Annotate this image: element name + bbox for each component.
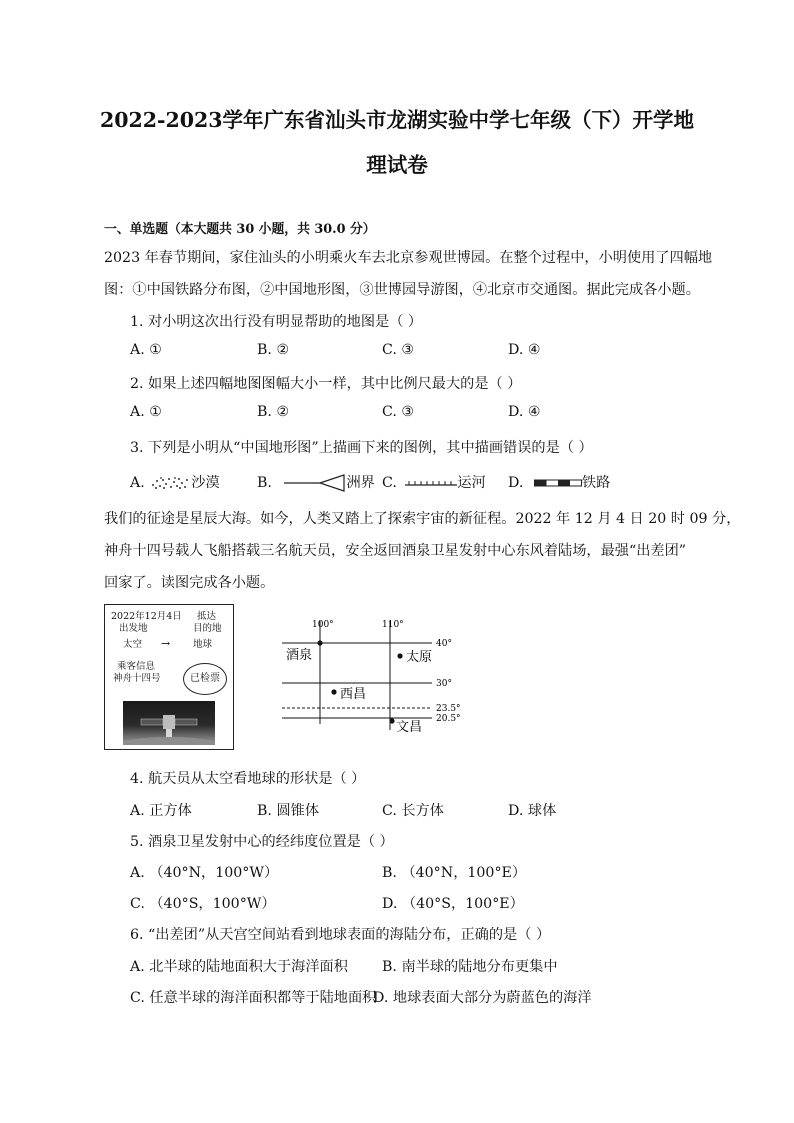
title-line-2: 理试卷 <box>366 153 428 177</box>
wenchang-dot <box>389 718 394 723</box>
taiyuan-dot <box>397 653 402 658</box>
q1-option-d[interactable]: D. ④ <box>508 342 541 358</box>
question-2-stem: 2. 如果上述四幅地图图幅大小一样，其中比例尺最大的是（ ） <box>130 376 522 392</box>
q3-option-b-letter: B. <box>257 475 272 491</box>
q3-option-c-letter: C. <box>382 475 397 491</box>
q1-option-c[interactable]: C. ③ <box>382 342 415 358</box>
q6-option-a[interactable]: A. 北半球的陆地面积大于海洋面积 <box>130 959 348 975</box>
q5-option-d[interactable]: D. （40°S，100°E） <box>382 896 524 912</box>
desert-symbol-icon <box>149 475 191 491</box>
q3-option-d-label: 铁路 <box>581 475 611 491</box>
lon-label-100: 100° <box>312 620 334 630</box>
lat-lon-grid-map <box>270 612 470 740</box>
q4-option-a[interactable]: A. 正方体 <box>130 803 192 819</box>
return-ticket-figure <box>104 604 234 750</box>
ticket-arrive-label-1: 抵达 <box>197 611 217 622</box>
ticket-from: 太空 <box>123 639 143 650</box>
place-taiyuan: 太原 <box>406 650 433 665</box>
lat-label-30: 30° <box>436 679 452 689</box>
q2-option-b[interactable]: B. ② <box>257 404 290 420</box>
xichang-dot <box>331 689 336 694</box>
ticket-passenger: 神舟十四号 <box>113 673 161 684</box>
q3-option-a-label: 沙漠 <box>191 475 220 491</box>
passage1-line-2: 图：①中国铁路分布图，②中国地形图，③世博园导游图，④北京市交通图。据此完成各小题。 <box>104 282 700 298</box>
lon-label-110: 110° <box>382 620 404 630</box>
q4-option-b[interactable]: B. 圆锥体 <box>257 803 320 819</box>
q1-option-b[interactable]: B. ② <box>257 342 290 358</box>
ticket-arrow: → <box>161 637 171 650</box>
passage2-line-3: 回家了。读图完成各小题。 <box>104 575 275 591</box>
place-wenchang: 文昌 <box>396 720 423 735</box>
ticket-arrive-label-2: 目的地 <box>193 623 222 634</box>
q3-option-c-label: 运河 <box>457 475 486 491</box>
q6-option-d[interactable]: D. 地球表面大部分为蔚蓝色的海洋 <box>373 990 592 1006</box>
q1-option-a[interactable]: A. ① <box>130 342 162 358</box>
passage2-line-1: 我们的征途是星辰大海。如今，人类又踏上了探索宇宙的新征程。2022 年 12 月 4 日 20 时 09 分， <box>104 511 741 527</box>
exam-title <box>90 98 704 188</box>
q3-option-d[interactable] <box>508 472 610 492</box>
jiuquan-dot <box>317 640 322 645</box>
question-6-stem: 6. “出差团”从天宫空间站看到地球表面的海陆分布，正确的是（ ） <box>130 927 551 943</box>
q2-option-a[interactable]: A. ① <box>130 404 162 420</box>
continent-boundary-symbol-icon <box>284 474 346 492</box>
question-5-stem: 5. 酒泉卫星发射中心的经纬度位置是（ ） <box>130 834 394 850</box>
title-line-1: 2022-2023学年广东省汕头市龙湖实验中学七年级（下）开学地 <box>99 108 695 132</box>
q5-option-c[interactable]: C. （40°S，100°W） <box>130 896 276 912</box>
q5-option-a[interactable]: A. （40°N，100°W） <box>130 865 279 881</box>
passage2-line-2: 神舟十四号载人飞船搭载三名航天员，安全返回酒泉卫星发射中心东风着陆场，最强“出差团” <box>104 543 687 559</box>
ticket-stamp-text: 已检票 <box>190 673 220 684</box>
lat-label-23-5: 23.5° <box>436 704 461 714</box>
space-station-photo <box>123 701 215 745</box>
place-xichang: 西昌 <box>340 687 367 702</box>
canal-symbol-icon <box>405 476 457 490</box>
ticket-date: 2022年12月4日 <box>111 611 182 622</box>
lat-label-20-5: 20.5° <box>436 714 461 724</box>
question-3-stem: 3. 下列是小明从“中国地形图”上描画下来的图例，其中描画错误的是（ ） <box>130 440 593 456</box>
ticket-depart-label: 出发地 <box>119 623 148 634</box>
ticket-passenger-label: 乘客信息 <box>117 661 156 672</box>
space-station-icon <box>123 701 215 745</box>
question-1-stem: 1. 对小明这次出行没有明显帮助的地图是（ ） <box>130 314 423 330</box>
q3-option-b-label: 洲界 <box>346 475 375 491</box>
q4-option-c[interactable]: C. 长方体 <box>382 803 444 819</box>
passage1-line-1: 2023 年春节期间，家住汕头的小明乘火车去北京参观世博园。在整个过程中，小明使用了四幅地 <box>104 250 713 266</box>
ticket-stamp <box>183 663 227 695</box>
q3-option-c[interactable] <box>382 472 486 492</box>
q3-option-a[interactable] <box>130 472 220 492</box>
q3-option-b[interactable] <box>257 472 375 492</box>
ticket-to: 地球 <box>193 639 213 650</box>
q3-option-d-letter: D. <box>508 475 524 491</box>
q6-option-b[interactable]: B. 南半球的陆地分布更集中 <box>382 959 558 975</box>
q4-option-d[interactable]: D. 球体 <box>508 803 557 819</box>
q2-option-c[interactable]: C. ③ <box>382 404 415 420</box>
question-4-stem: 4. 航天员从太空看地球的形状是（ ） <box>130 771 366 787</box>
railway-symbol-icon <box>534 477 582 489</box>
q2-option-d[interactable]: D. ④ <box>508 404 541 420</box>
lat-label-40: 40° <box>436 639 452 649</box>
section-heading: 一、单选题（本大题共 30 小题，共 30.0 分） <box>104 222 376 237</box>
place-jiuquan: 酒泉 <box>286 648 313 663</box>
q5-option-b[interactable]: B. （40°N，100°E） <box>382 865 527 881</box>
q6-option-c[interactable]: C. 任意半球的海洋面积都等于陆地面积 <box>130 990 377 1006</box>
q3-option-a-letter: A. <box>130 475 145 491</box>
